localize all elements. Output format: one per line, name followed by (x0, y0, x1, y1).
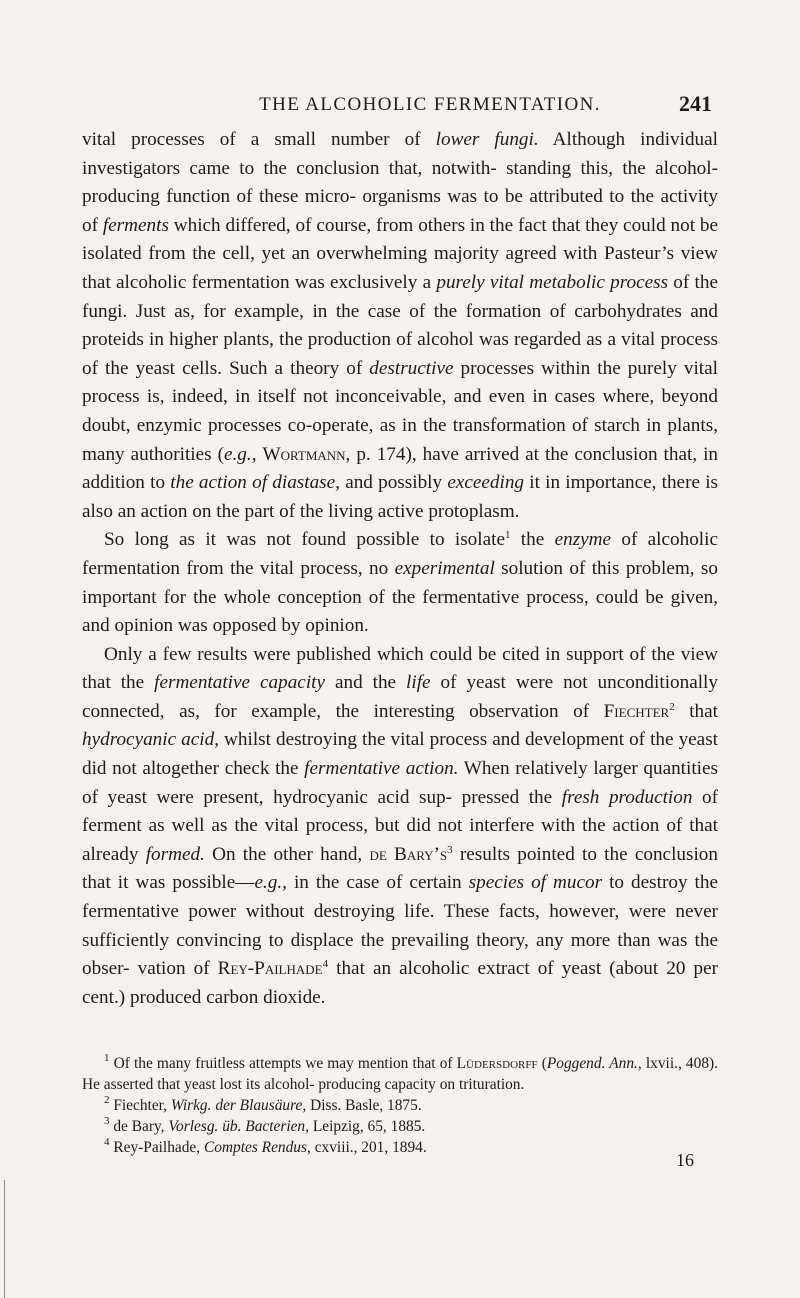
author-name: Fiechter (603, 700, 670, 722)
body-text (82, 126, 718, 1012)
author-name: de Bary’s (369, 843, 448, 865)
footnote-mark: 2 (104, 1094, 110, 1106)
footnotes (82, 1053, 718, 1158)
footnote-ref: 3 (447, 843, 453, 856)
footnote-mark: 3 (104, 1115, 110, 1127)
page-fold-line (4, 1180, 5, 1298)
footnote-ref: 4 (322, 958, 329, 971)
author-name: Wortmann (262, 443, 346, 465)
author-name: Rey-Pailhade (217, 958, 323, 980)
signature-mark: 16 (676, 1150, 694, 1170)
footnote: $^2$ Fiechter, Wirkg. der Blausäure, Diss. Basle, 1875. (104, 1094, 422, 1114)
footnote-ref: 2 (669, 700, 675, 713)
footnote: $^3$ de Bary, Vorlesg. üb. Bacterien, Leipzig, 65, 1885. (104, 1115, 426, 1135)
paragraph-2: So long as it was not found possible to isolate$^1$ the enzyme of alcoholic fermentation from the vital process, no experimental solution of this problem, so important for the whole conception of the fermentative process, could be given, and opinion was opposed by opinion. (82, 529, 718, 637)
footnote-ref: 1 (504, 529, 511, 542)
author-name: Lüdersdorff (456, 1055, 538, 1072)
paragraph-1: vital processes of a small number of lower fungi. Although individual investigators came to the conclusion that, notwith- standing this, the alcohol-producing function of these micro- organisms was to be attributed to the activity of ferments which differed, of course, from others in the fact that they could not be isolated from the cell, yet an overwhelming majority agreed with Pasteur’s view that alcoholic fermentation was exclusively a purely vital metabolic process of the fungi. Just as, for example, in the case of the formation of carbohydrates and proteids in higher plants, the production of alcohol was regarded as a vital process of the yeast cells. Such a theory of destructive processes within the purely vital process is, indeed, in itself not inconceivable, and even in cases where, beyond doubt, enzymic processes co-operate, as in the transformation of starch in plants, many authorities (e.g., Wortmann, p. 174), have arrived at the conclusion that, in addition to the action of diastase, and possibly exceeding it in importance, there is also an action on the part of the living active protoplasm. (82, 129, 719, 522)
footnote: $^1$ Of the many fruitless attempts we may mention that of Lüdersdorff (Poggend. Ann., lxvii., 408). He asserted that yeast lost its alcohol- producing capacity on trituration. (82, 1052, 718, 1093)
running-title: THE ALCOHOLIC FERMENTATION. (259, 94, 601, 115)
footnote-mark: 4 (104, 1136, 110, 1148)
footnote: $^4$ Rey-Pailhade, Comptes Rendus, cxviii., 201, 1894. (104, 1136, 427, 1156)
footnote-mark: 1 (104, 1052, 110, 1064)
page-number: 241 (679, 91, 712, 116)
paragraph-3: Only a few results were published which could be cited in support of the view that the fermentative capacity and the life of yeast were not unconditionally connected, as, for example, the interesting observation of Fiechter$^2$ that hydrocyanic acid, whilst destroying the vital process and development of the yeast did not altogether check the fermentative action. When relatively larger quantities of yeast were present, hydrocyanic acid sup- pressed the fresh production of ferment as well as the vital process, but did not interfere with the action of that already formed. On the other hand, de $Bary’s^3$ results pointed to the conclusion that it was possible—e.g., in the case of certain species of mucor to destroy the fermentative power without destroying life. These facts, however, were never sufficiently convincing to displace the prevailing theory, any more than was the obser- vation of Rey-Pailhade$^4$ that an alcoholic extract of yeast (about 20 per cent.) produced carbon dioxide. (82, 643, 718, 1008)
